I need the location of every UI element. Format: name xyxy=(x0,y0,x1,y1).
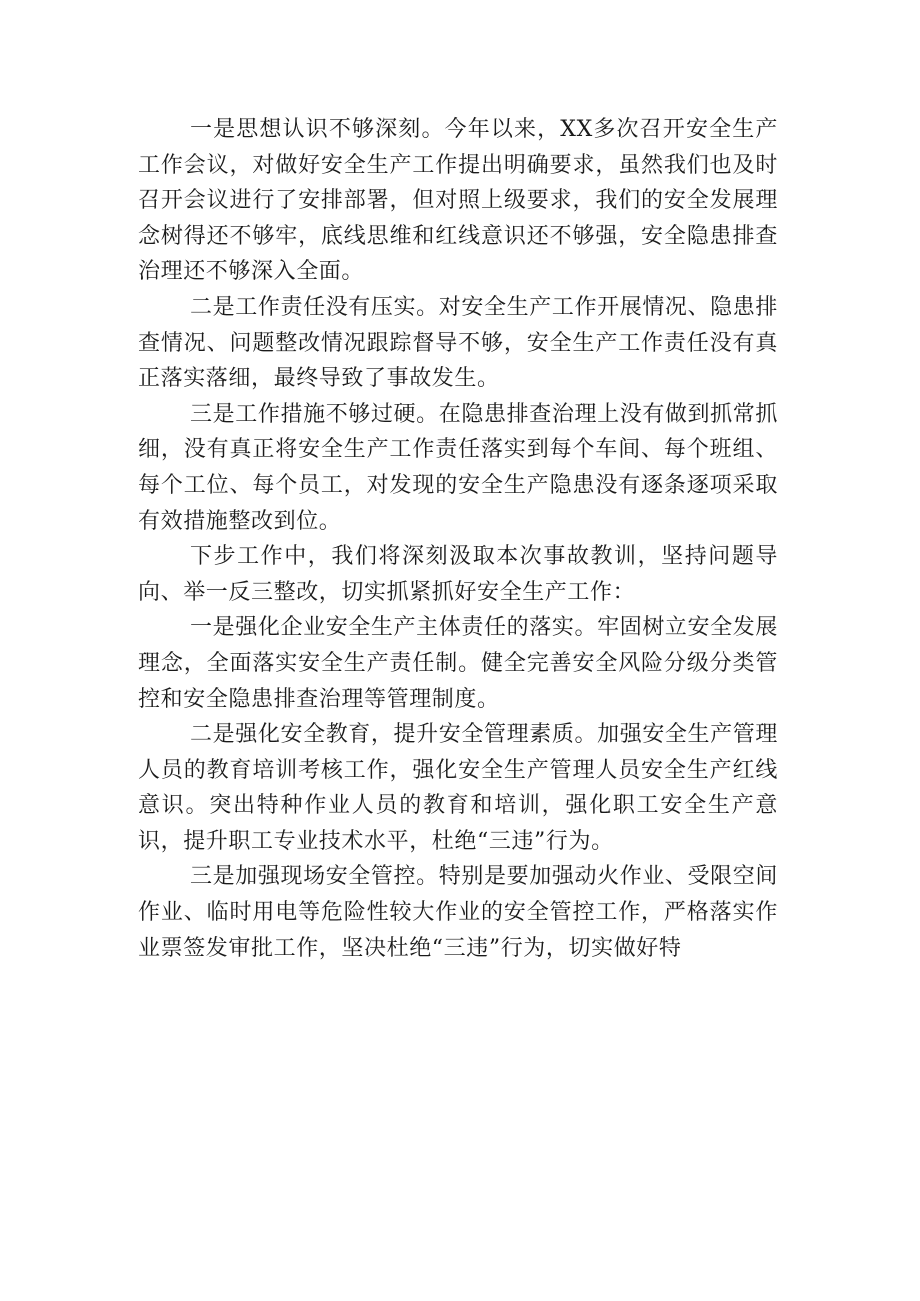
paragraph-5: 一是强化企业安全生产主体责任的落实。牢固树立安全发展理念，全面落实安全生产责任制。健全完善安全风险分级分类管控和安全隐患排查治理等管理制度。 xyxy=(138,615,778,712)
document-page xyxy=(138,112,778,966)
paragraph-7: 三是加强现场安全管控。特别是要加强动火作业、受限空间作业、临时用电等危险性较大作业的安全管控工作，严格落实作业票签发审批工作，坚决杜绝“三违”行为，切实做好特 xyxy=(138,864,778,961)
paragraph-2: 二是工作责任没有压实。对安全生产工作开展情况、隐患排查情况、问题整改情况跟踪督导不够，安全生产工作责任没有真正落实落细，最终导致了事故发生。 xyxy=(138,294,778,392)
paragraph-4: 下步工作中，我们将深刻汲取本次事故教训，坚持问题导向、举一反三整改，切实抓紧抓好安全生产工作： xyxy=(138,544,778,605)
paragraph-1: 一是思想认识不够深刻。今年以来，XX多次召开安全生产工作会议，对做好安全生产工作提出明确要求，虽然我们也及时召开会议进行了安排部署，但对照上级要求，我们的安全发展理念树得还不够牢，底线思维和红线意识还不够强，安全隐患排查治理还不够深入全面。 xyxy=(138,117,778,285)
paragraph-6: 二是强化安全教育，提升安全管理素质。加强安全生产管理人员的教育培训考核工作，强化安全生产管理人员安全生产红线意识。突出特种作业人员的教育和培训，强化职工安全生产意识，提升职工专业技术水平，杜绝“三违”行为。 xyxy=(138,722,778,854)
paragraph-3: 三是工作措施不够过硬。在隐患排查治理上没有做到抓常抓细，没有真正将安全生产工作责任落实到每个车间、每个班组、每个工位、每个员工，对发现的安全生产隐患没有逐条逐项采取有效措施整改到位。 xyxy=(138,401,778,534)
